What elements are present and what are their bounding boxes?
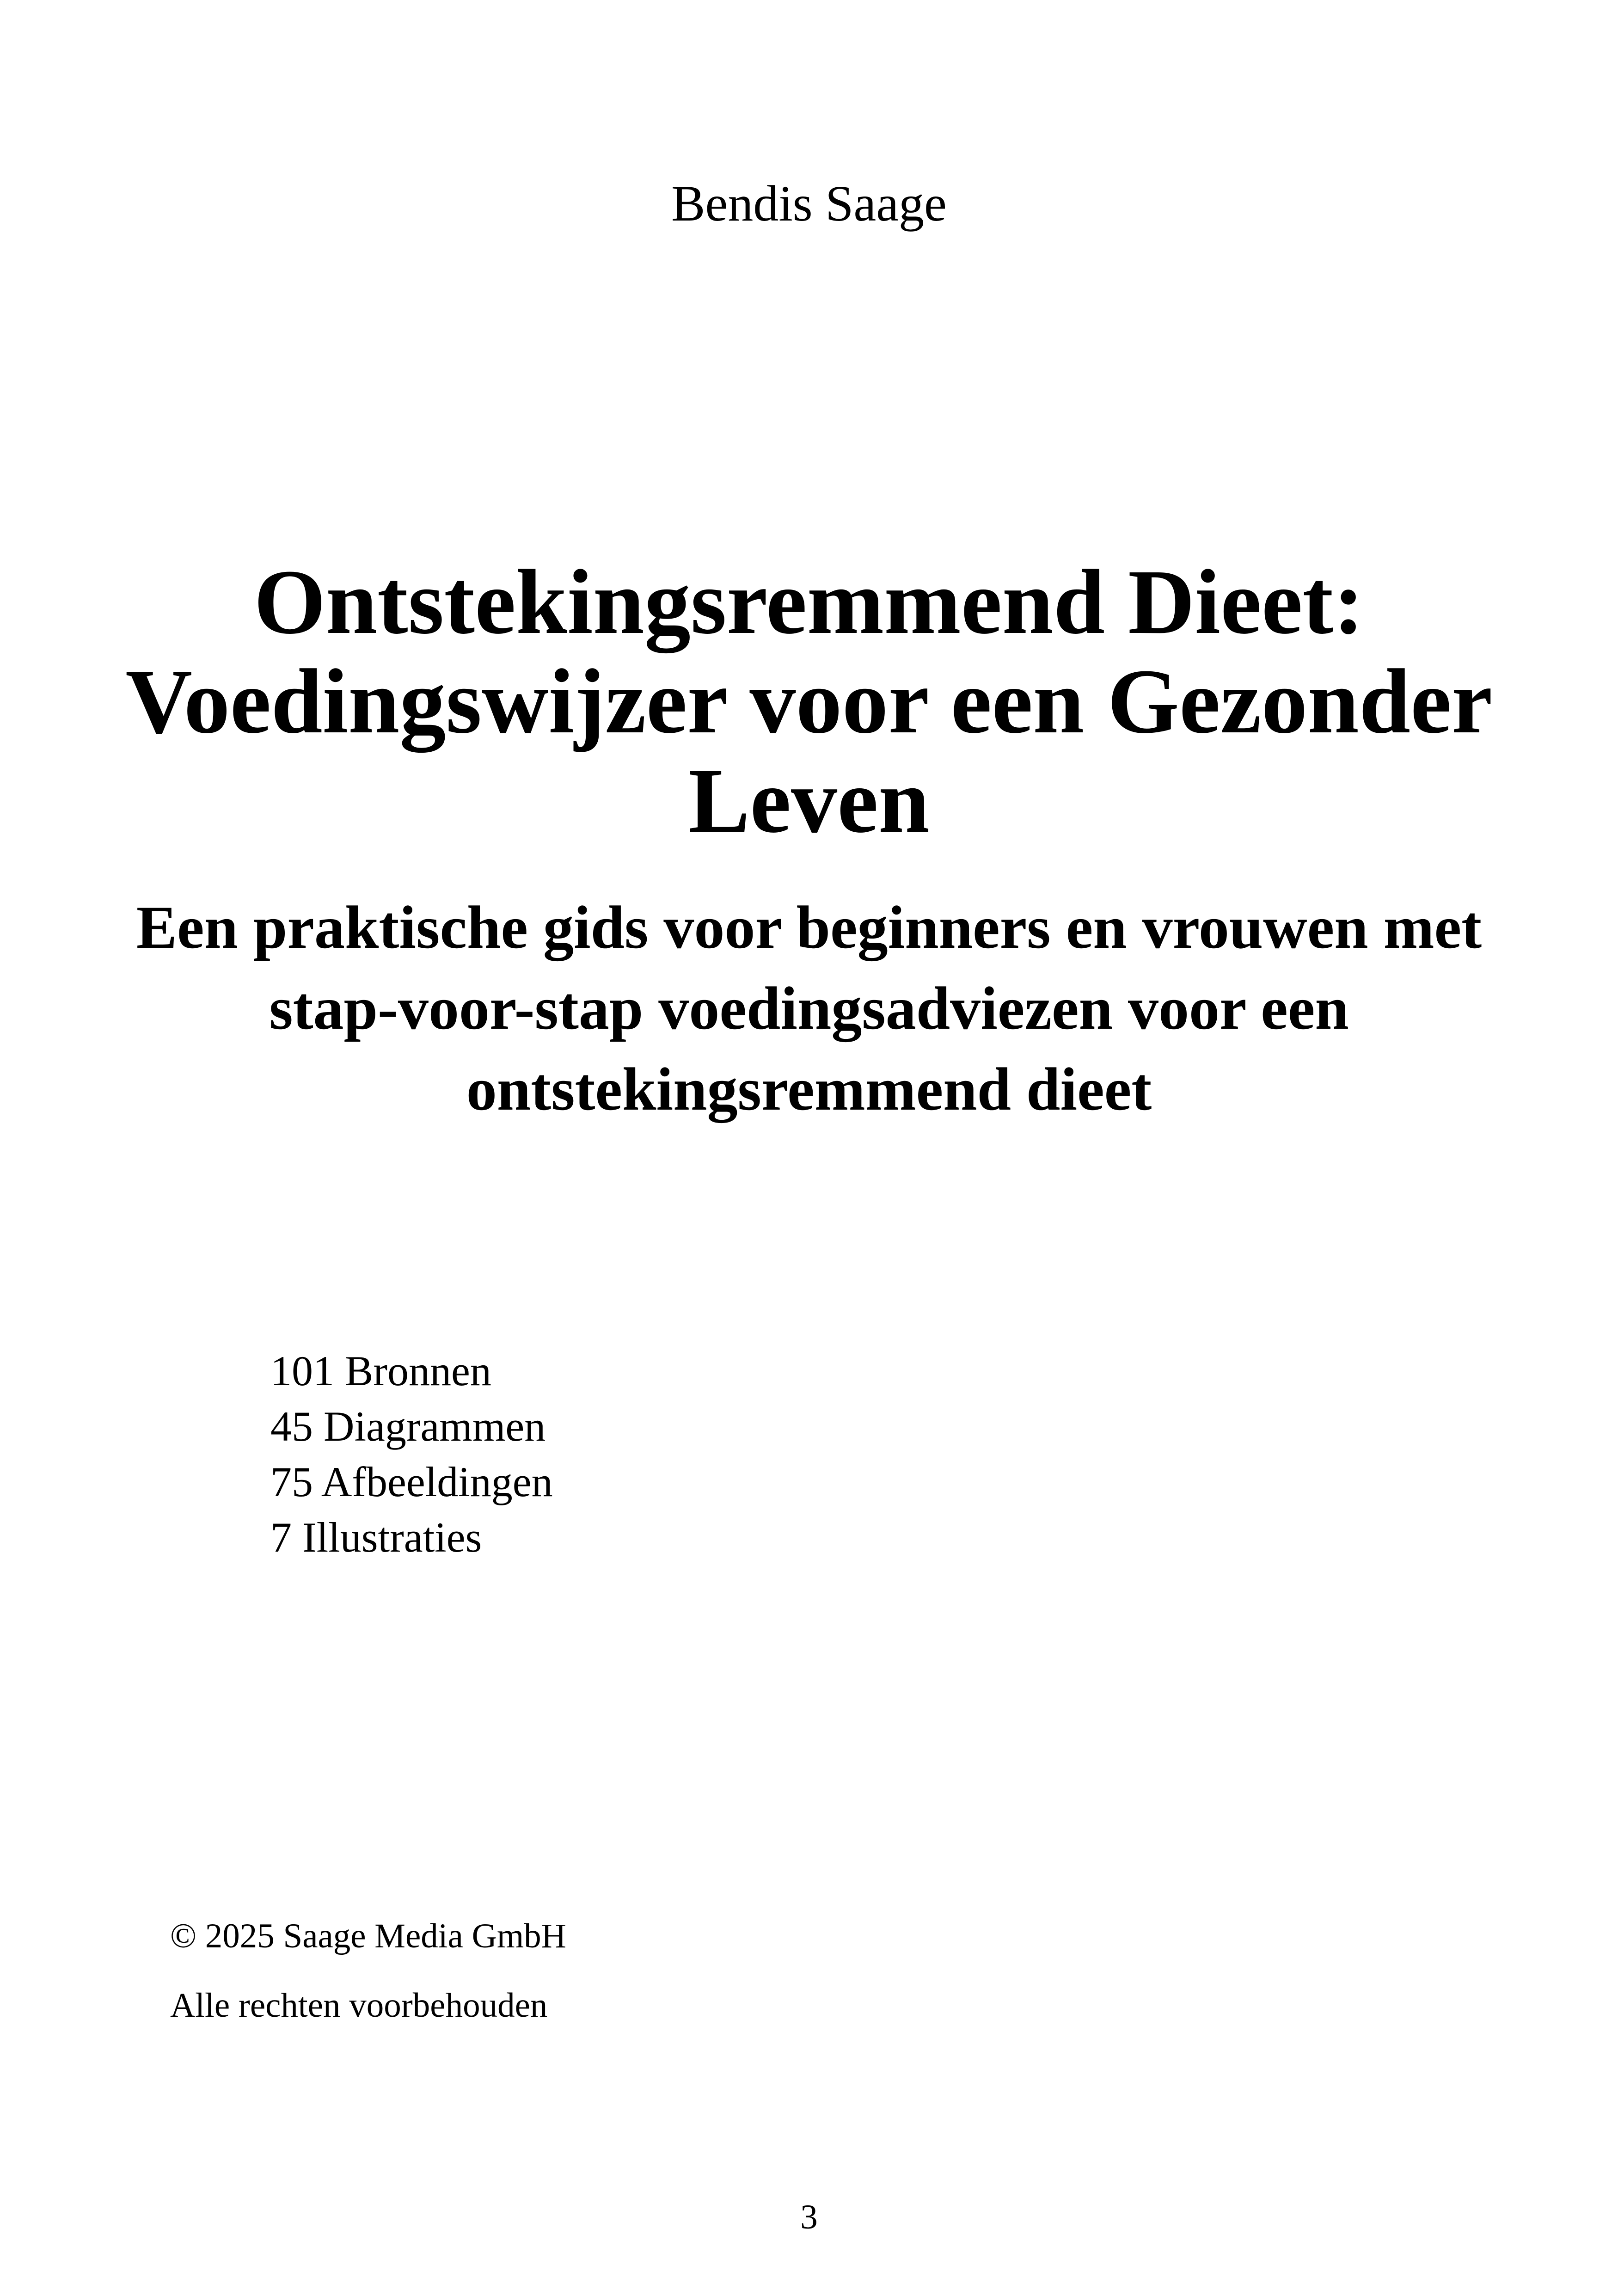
content-stats-list bbox=[270, 1343, 553, 1565]
stat-images: 75 Afbeeldingen bbox=[270, 1458, 553, 1505]
book-subtitle: Een praktische gids voor beginners en vrouwen met stap-voor-stap voedingsadviezen voor een ontstekingsremmend dieet bbox=[136, 893, 1482, 1123]
page-number: 3 bbox=[800, 2198, 818, 2236]
stat-illustrations: 7 Illustraties bbox=[270, 1514, 482, 1561]
copyright-notice: © 2025 Saage Media GmbH bbox=[170, 1917, 566, 1955]
author-name: Bendis Saage bbox=[671, 175, 947, 232]
stat-diagrams: 45 Diagrammen bbox=[270, 1403, 546, 1450]
stat-sources: 101 Bronnen bbox=[270, 1347, 491, 1394]
rights-notice: Alle rechten voorbehouden bbox=[170, 1986, 548, 2025]
book-title: Ontstekingsremmend Dieet: Voedingswijzer voor een Gezonder Leven bbox=[125, 551, 1493, 852]
